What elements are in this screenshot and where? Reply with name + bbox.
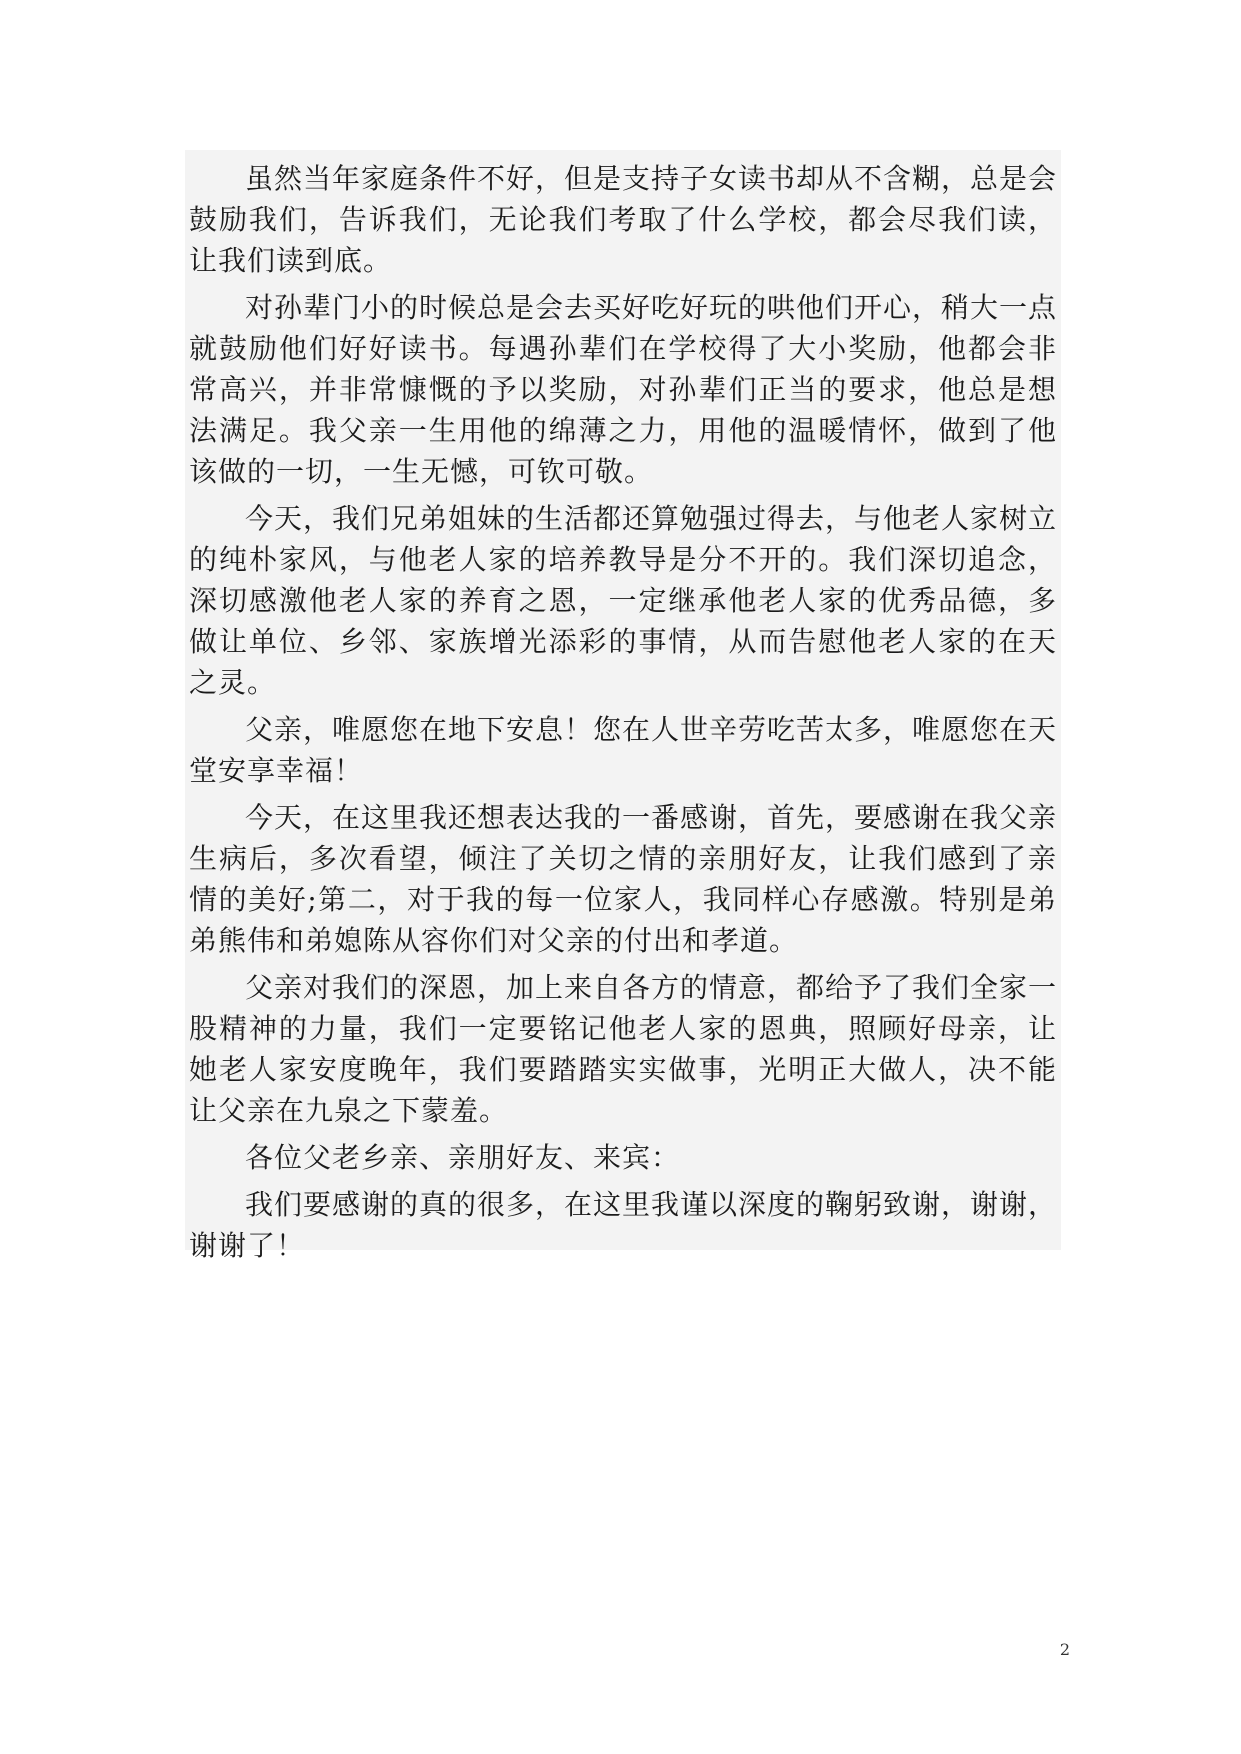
- paragraph: 今天，我们兄弟姐妹的生活都还算勉强过得去，与他老人家树立的纯朴家风，与他老人家的培养教导是分不开的。我们深切追念，深切感激他老人家的养育之恩，一定继承他老人家的优秀品德，多做让单位、乡邻、家族增光添彩的事情，从而告慰他老人家的在天之灵。: [189, 502, 1058, 699]
- paragraph: 对孙辈门小的时候总是会去买好吃好玩的哄他们开心，稍大一点就鼓励他们好好读书。每遇孙辈们在学校得了大小奖励，他都会非常高兴，并非常慷慨的予以奖励，对孙辈们正当的要求，他总是想法满足。我父亲一生用他的绵薄之力，用他的温暖情怀，做到了他该做的一切，一生无憾，可钦可敬。: [189, 291, 1058, 488]
- paragraph: 父亲对我们的深恩，加上来自各方的情意，都给予了我们全家一股精神的力量，我们一定要铭记他老人家的恩典，照顾好母亲，让她老人家安度晚年，我们要踏踏实实做事，光明正大做人，决不能让父亲在九泉之下蒙羞。: [189, 971, 1058, 1127]
- page-number: 2: [1059, 1640, 1070, 1659]
- text-block: [185, 150, 1061, 1262]
- paragraph: 虽然当年家庭条件不好，但是支持子女读书却从不含糊，总是会鼓励我们，告诉我们，无论我们考取了什么学校，都会尽我们读，让我们读到底。: [189, 162, 1058, 277]
- paragraph: 各位父老乡亲、亲朋好友、来宾：: [245, 1141, 681, 1174]
- paragraph: 我们要感谢的真的很多，在这里我谨以深度的鞠躬致谢，谢谢，谢谢了！: [189, 1188, 1058, 1262]
- paragraph: 今天，在这里我还想表达我的一番感谢，首先，要感谢在我父亲生病后，多次看望，倾注了关切之情的亲朋好友，让我们感到了亲情的美好;第二，对于我的每一位家人，我同样心存感激。特别是弟弟熊伟和弟媳陈从容你们对父亲的付出和孝道。: [189, 801, 1058, 957]
- paragraph: 父亲，唯愿您在地下安息！您在人世辛劳吃苦太多，唯愿您在天堂安享幸福！: [189, 713, 1058, 787]
